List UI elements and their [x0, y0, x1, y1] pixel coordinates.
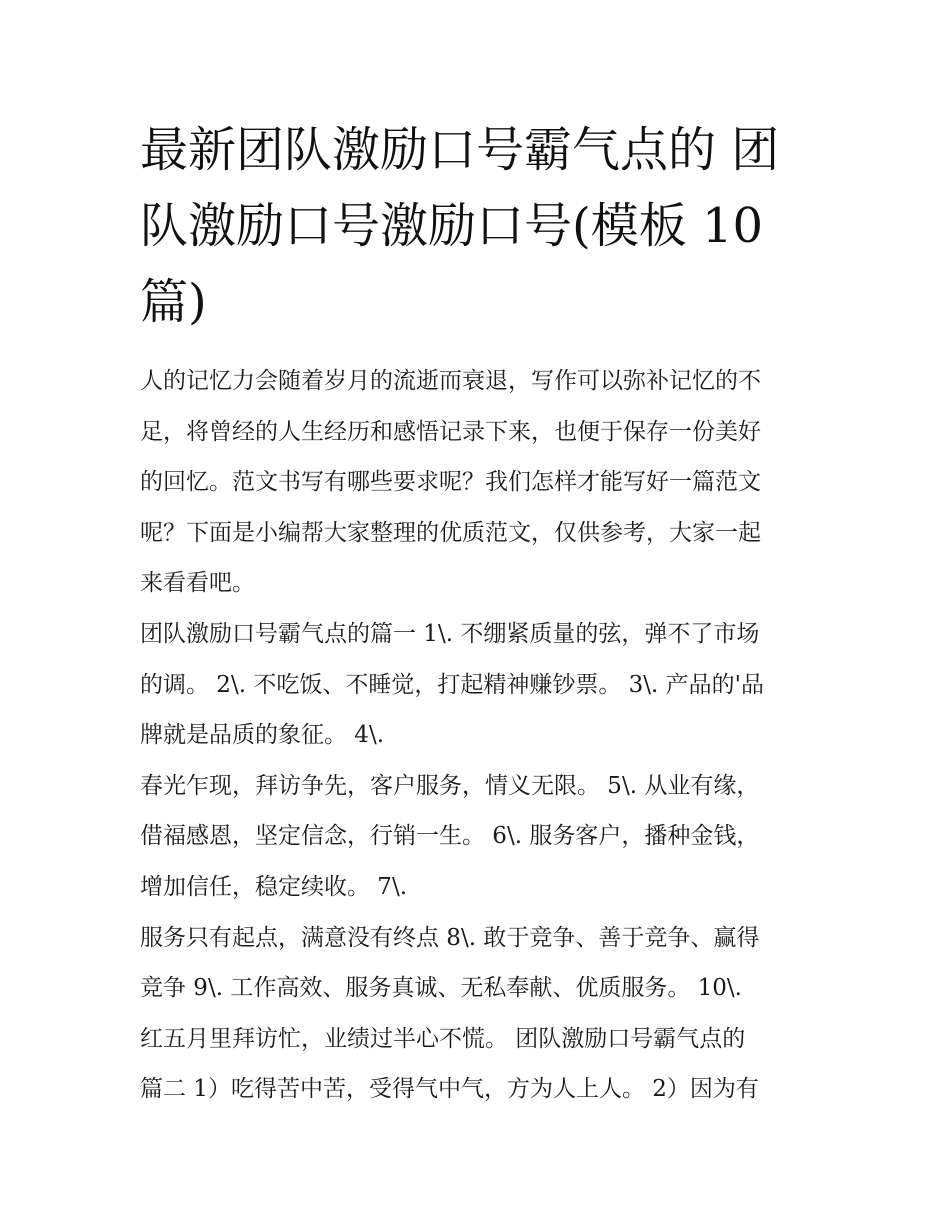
body-line: 红五月里拜访忙，业绩过半心不慌。 团队激励口号霸气点的 — [140, 1025, 746, 1052]
body-line: 呢？下面是小编帮大家整理的优质范文，仅供参考，大家一起 — [140, 519, 761, 546]
body-line: 来看看吧。 — [140, 570, 255, 597]
body-line: 的调。 2\. 不吃饭、不睡觉，打起精神赚钞票。 3\. 产品的'品 — [140, 671, 764, 698]
title-line: 队激励口号激励口号(模板 10 — [140, 198, 764, 254]
body-line: 牌就是品质的象征。 4\. — [140, 722, 385, 749]
body-line: 服务只有起点，满意没有终点 8\. 敢于竞争、善于竞争、赢得 — [140, 924, 760, 951]
body-line: 的回忆。范文书写有哪些要求呢？我们怎样才能写好一篇范文 — [140, 469, 761, 496]
body-line: 增加信任，稳定续收。 7\. — [140, 873, 408, 900]
title-line: 篇) — [140, 274, 207, 330]
body-line: 篇二 1）吃得苦中苦，受得气中气，方为人上人。 2）因为有 — [140, 1076, 759, 1103]
document-title — [140, 112, 820, 340]
body-line: 人的记忆力会随着岁月的流逝而衰退，写作可以弥补记忆的不 — [140, 368, 761, 394]
document-body — [140, 356, 830, 1115]
body-line: 竞争 9\. 工作高效、服务真诚、无私奉献、优质服务。 10\. — [140, 975, 742, 1002]
body-line: 足，将曾经的人生经历和感悟记录下来，也便于保存一份美好 — [140, 418, 761, 445]
body-line: 春光乍现，拜访争先，客户服务，情义无限。 5\. 从业有缘， — [140, 772, 760, 799]
title-line: 最新团队激励口号霸气点的 团 — [140, 122, 780, 178]
body-line: 团队激励口号霸气点的篇一 1\. 不绷紧质量的弦，弹不了市场 — [140, 620, 760, 647]
body-line: 借福感恩，坚定信念，行销一生。 6\. 服务客户，播种金钱， — [140, 823, 760, 850]
